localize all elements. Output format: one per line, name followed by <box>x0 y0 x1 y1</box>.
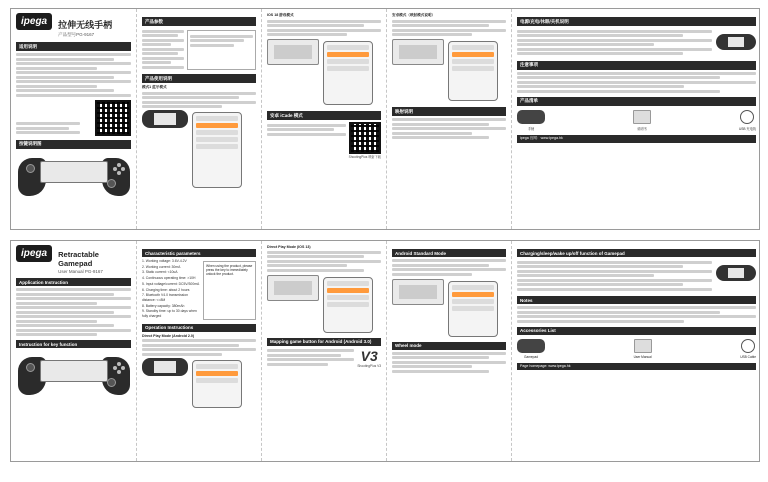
en-map-text <box>267 348 354 368</box>
cn-notice-heading: 注意事项 <box>517 61 756 70</box>
cn-sync-heading: 映射说明 <box>392 107 506 116</box>
android-game-screenshot-en <box>392 279 444 305</box>
gamepad-diagram-cn <box>18 155 130 197</box>
cn-params-heading: 产品参数 <box>142 17 256 26</box>
en-ops-mode: Direct Play Mode (Android 2.0) <box>142 333 195 338</box>
ios-settings-screenshot <box>323 41 373 105</box>
cn-contact-text <box>16 121 91 136</box>
cn-mapping-panel <box>386 9 511 229</box>
en-wheel-text <box>392 352 506 373</box>
qr-code-icon <box>95 100 131 136</box>
cn-charge-panel <box>511 9 761 229</box>
en-intro-text <box>16 288 131 336</box>
en-list-gamepad: Gamepad <box>517 339 545 359</box>
charging-gamepad-icon-en <box>716 265 756 281</box>
phone-settings-screenshot <box>192 112 242 188</box>
en-ios-title: Direct Play Mode (IOS 13) <box>267 245 311 249</box>
cn-params-panel <box>136 9 261 229</box>
ipega-logo: ipega <box>16 13 52 30</box>
en-charge-text <box>517 259 712 292</box>
en-ios-text <box>267 251 381 272</box>
cn-list-gamepad: 手柄 <box>517 110 545 131</box>
en-layout-heading: Instruction for key function <box>16 340 131 348</box>
cn-icade-text <box>267 122 346 159</box>
cn-intro-text <box>16 53 131 97</box>
ios-game-screenshot <box>267 39 319 65</box>
android-settings-screenshot-en <box>448 281 498 337</box>
cn-ios-panel <box>261 9 386 229</box>
en-params-heading: Characteristic parameters <box>142 249 256 257</box>
en-android-text <box>392 259 506 276</box>
cn-subtitle: 产品型号PG-9167 <box>58 32 95 37</box>
en-android-heading: Android Standard Mode <box>392 249 506 257</box>
cn-package-list <box>517 110 756 131</box>
cn-params-callout <box>187 30 256 70</box>
gamepad-thumbnail <box>142 110 188 128</box>
en-footer: Page homepage: www.ipega.hk <box>517 363 756 370</box>
cn-icade-heading: 安卓 iCade 模式 <box>267 111 381 120</box>
cn-cover-panel <box>11 9 136 229</box>
ipega-logo-en: ipega <box>16 245 52 262</box>
en-app-caption: ShootingPlus V3 <box>357 363 381 368</box>
cn-charge-heading: 电源/充电/休眠/关机说明 <box>517 17 756 26</box>
cn-ios-text <box>267 20 381 37</box>
en-params-list: 1. Working voltage: 3.6V-4.2V 2. Working current: 30mA 3. Static current: <10uA 4. Continuous operating time: >10H 5. Input voltage/current: DC5V/300mA 6. Charging time: about 2 hours 7. Bluetooth V4.0 transmission distance: <=8M 8. Battery capacity: 380mAh 9. Standby time: up to 30 days when fully charged <box>142 259 200 319</box>
cn-sync-text <box>392 118 506 139</box>
en-ios-panel <box>261 241 386 461</box>
en-params-panel <box>136 241 261 461</box>
manual-sheet-english <box>10 240 760 462</box>
phone-settings-screenshot-en <box>192 360 242 408</box>
en-list-cable: USB Cable <box>740 339 756 359</box>
cn-mode1-title: 模式1 蓝牙模式 <box>142 85 167 89</box>
cn-mode1-text <box>142 92 256 109</box>
cn-qr-caption: ShootingPlus 映射下载 <box>348 155 381 159</box>
cn-ios-title: IOS 18 游戏模式 <box>267 13 294 17</box>
ios-game-screenshot-en <box>267 275 319 301</box>
cn-footer: ipega 官网：www.ipega.hk <box>517 135 756 143</box>
manual-sheet-chinese <box>10 8 760 230</box>
en-wheel-heading: Wheel mode <box>392 342 506 350</box>
gamepad-diagram-en <box>18 354 130 396</box>
en-cover-panel <box>11 241 136 461</box>
en-map-heading: Mapping game button for Android (Android 3.0) <box>267 338 381 346</box>
charging-gamepad-icon <box>716 34 756 50</box>
en-ops-text <box>142 339 256 356</box>
shootingplus-qr-icon <box>349 122 381 154</box>
en-params-callout: When using the product, please press the key to immediately unlock the product. <box>203 261 256 320</box>
en-subtitle: User Manual PG-9167 <box>58 269 103 274</box>
gamepad-thumbnail-en <box>142 358 188 376</box>
android-settings-screenshot <box>448 41 498 101</box>
en-intro-heading: Application Instruction <box>16 278 131 286</box>
cn-layout-heading: 按键说明图 <box>16 140 131 149</box>
cn-list-heading: 产品清单 <box>517 97 756 106</box>
en-charge-heading: Charging/sleep/wake up/off function of Gamepad <box>517 249 756 257</box>
cn-notice-text <box>517 72 756 93</box>
en-notes-heading: Notes <box>517 296 756 304</box>
en-list-manual: User Manual <box>634 339 652 359</box>
cn-intro-heading: 适用说明 <box>16 42 131 51</box>
cn-charge-text <box>517 28 712 57</box>
cn-mapping-text <box>392 20 506 37</box>
en-ops-heading: Operation Instructions <box>142 324 256 332</box>
cn-params-list <box>142 28 184 70</box>
en-accessories-heading: Accessories List <box>517 327 756 335</box>
en-notes-text <box>517 306 756 323</box>
cn-connect-heading: 产品使用说明 <box>142 74 256 83</box>
cn-title: 拉伸无线手柄 <box>58 20 113 30</box>
en-title: Retractable Gamepad <box>58 250 99 268</box>
cn-list-cable: USB 充电线 <box>739 110 756 131</box>
ios-settings-screenshot-en <box>323 277 373 333</box>
shootingplus-logo-icon: V3 <box>360 347 378 364</box>
en-accessories-list <box>517 339 756 359</box>
android-game-screenshot <box>392 39 444 65</box>
cn-mapping-title: 安卓模式（映射模式说明） <box>392 13 436 17</box>
en-charge-panel <box>511 241 761 461</box>
cn-list-manual: 说明书 <box>633 110 651 131</box>
en-android-panel <box>386 241 511 461</box>
